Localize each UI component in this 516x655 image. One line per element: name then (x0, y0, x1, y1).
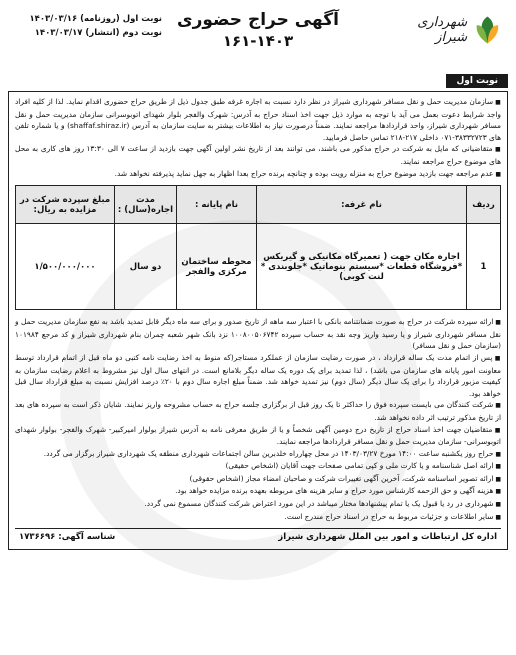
intro-paragraph: ■ سازمان مدیریت حمل و نقل مسافر شهرداری شیراز در نظر دارد نسبت به اجاره غرفه طبق جدول ذیل از طریق حراج حضوری اقدام نماید. لذا از کلیه افراد واجد شرایط دعوت بعمل می آید با توجه به موارد ذیل جهت اخذ اسناد حراج به آدرس: شهرک والفجر بلوار شهدای اتوبوسرانی سازمان مدیریت حمل و نقل مسافر شهرداری شیراز، واحد قراردادها مراجعه نمایند. ضمناً درصورت نیاز به اطلاعات بیشتر به سایت سازمان به آدرس (shaffaf.shiraz.ir) و یا شماره تلفن های ۳۸۳۳۲۷۲۳-۰۷۱ داخلی ۲۱۷-۲۱۸ تماس حاصل فرمایید. (15, 96, 501, 143)
condition-item: ■ ارائه تصویر اساسنامه شرکت، آخرین آگهی تغییرات شرکت و صاحبان امضاء مجاز (اشخاص حقوقی) (15, 473, 501, 486)
notice-header (8, 6, 508, 68)
notice-body (8, 91, 508, 550)
notice-id-label: شناسه آگهی: (58, 532, 116, 543)
title-box (168, 10, 348, 50)
intro-paragraph: ■ متقاضیانی که مایل به شرکت در حراج مذکور می باشند، می توانند بعد از تاریخ نشر اولین آگهی جهت بازدید از ساعت ۷ الی ۱۳:۳۰ روز های کاری به محل های موضوع حراج مراجعه نمایند. (15, 143, 501, 167)
notice-footer (15, 528, 501, 545)
items-table (15, 185, 501, 310)
condition-item: ■ پس از اتمام مدت یک ساله قرارداد ، در صورت رضایت سازمان از عملکرد مستاجر(که منوط به اخذ رضایت نامه کتبی دو ماه قبل از اتمام قرارداد توسط معاونت امور پایانه های سازمان می باشد) ، لذا تمدید برای یک دوره یک ساله دیگر بلامانع است. در انتهای سال اول نیز مشروط به اعلام رضایت سازمان به کیفیت مزبور قرارداد را برای یک سال دیگر (سال دوم) نیز تمدید خواهد شد. ضمناً مبلغ اجاره سال دوم با ۲۰٪ درصد افزایش نسبت به مبلغ قرارداد سال قبل خواهد بود. (15, 352, 501, 399)
logo (384, 10, 504, 50)
header-duration: مدت اجاره(سال) : (115, 186, 177, 224)
condition-item: ■ شهرداری در رد یا قبول یک یا تمام پیشنهادها مختار میباشد در این مورد اعتراض شرکت کنندگان مسموع نمی گردد. (15, 498, 501, 511)
header-deposit: مبلغ سپرده شرکت در مزایده به ریال: (16, 186, 115, 224)
condition-item: ■ ارائه سپرده شرکت در حراج به صورت ضمانتنامه بانکی با اعتبار سه ماهه از تاریخ صدور و برای سه ماه دیگر قابل تمدید باشد به نفع سازمان مدیریت حمل و نقل مسافر شهرداری شیراز و یا رسید واریز وجه نقد به حساب سپرده ۱۰۰۸۰۰۵۰۶۷۴۲ نزد بانک شهر شعبه چمران بنام شهرداری شیراز و کد مرجع ۱۰۱۹۸۴ (سازمان حمل و نقل مسافر) (15, 316, 501, 352)
cell-booth-name: اجاره مکان جهت ( تعمیرگاه مکانیکی و گیربکس *فروشگاه قطعات *سیستم بنوماتیک *جلوبندی * لنت کوبی) (257, 224, 467, 310)
condition-item: ■ سایر اطلاعات و جزئیات مربوط به حراج در اسناد حراج مندرج است. (15, 511, 501, 524)
cell-terminal: محوطه ساختمان مرکزی والفجر (177, 224, 257, 310)
issuer-name: اداره کل ارتباطات و امور بین الملل شهرداری شیراز (278, 532, 497, 543)
header-booth-name: نام غرفه: (257, 186, 467, 224)
intro-text (15, 96, 501, 180)
header-row-number: ردیف (467, 186, 501, 224)
cell-deposit: ۱/۵۰۰/۰۰۰/۰۰۰ (16, 224, 115, 310)
header-terminal: نام پایانه : (177, 186, 257, 224)
turn-first-date: نوبت اول (روزنامه) ۱۴۰۳/۰۳/۱۶ (29, 14, 162, 24)
cell-row-number: 1 (467, 224, 501, 310)
notice-id-value: ۱۷۳۶۶۹۶ (19, 532, 56, 543)
table-header-row (16, 186, 501, 224)
condition-item: ■ هزینه آگهی و حق الزحمه کارشناس مورد حراج و سایر هزینه های مربوطه بعهده برنده مزایده خواهد بود. (15, 485, 501, 498)
shiraz-leaf-icon (471, 13, 504, 47)
condition-item: ■ حراج روز یکشنبه ساعت ۱۴:۰۰ مورخ ۱۴۰۳/۰۳/۲۷ در محل چهارراه خلدبرین سالن اجتماعات شهرداری منطقه یک شهرداری شیراز برگزار می گردد. (15, 448, 501, 461)
notice-number: ۱۶۱-۱۴۰۳ (222, 32, 294, 50)
condition-item: ■ شرکت کنندگان می بایست سپرده فوق را حداکثر تا یک روز قبل از برگزاری جلسه حراج به حساب مشروحه واریز نمایند. شایان ذکر است به سپرده های بعد از تاریخ مذکور ترتیب اثر داده نخواهد شد. (15, 399, 501, 423)
condition-item: ■ متقاضیان جهت اخذ اسناد حراج از تاریخ درج دومین آگهی شخصاً و یا از طریق معرفی نامه به آدرس شیراز بولوار امیرکبیر- شهرک والفجر- بولوار شهدای اتوبوسرانی- سازمان مدیریت حمل و نقل مسافر قراردادها مراجعه نمایند. (15, 424, 501, 448)
publication-dates (12, 12, 162, 40)
turn-badge: نوبت اول (446, 74, 508, 88)
notice-id (19, 532, 115, 542)
turn-second-date: نوبت دوم (انتشار) ۱۴۰۳/۰۳/۱۷ (34, 28, 162, 38)
cell-duration: دو سال (115, 224, 177, 310)
page-title: آگهی حراج حضوری (177, 10, 339, 30)
intro-paragraph: ■ عدم مراجعه جهت بازدید موضوع حراج به منزله رویت بوده و چنانچه برنده حراج بعدا اظهار به جهل نماید پذیرفته نخواهد شد. (15, 168, 501, 181)
condition-item: ■ ارائه اصل شناسنامه و یا کارت ملی و کپی تمامی صفحات جهت آقایان (اشخاص حقیقی) (15, 460, 501, 473)
table-row (16, 224, 501, 310)
conditions-list (15, 316, 501, 523)
logo-text: شهرداری شیراز (417, 15, 468, 45)
